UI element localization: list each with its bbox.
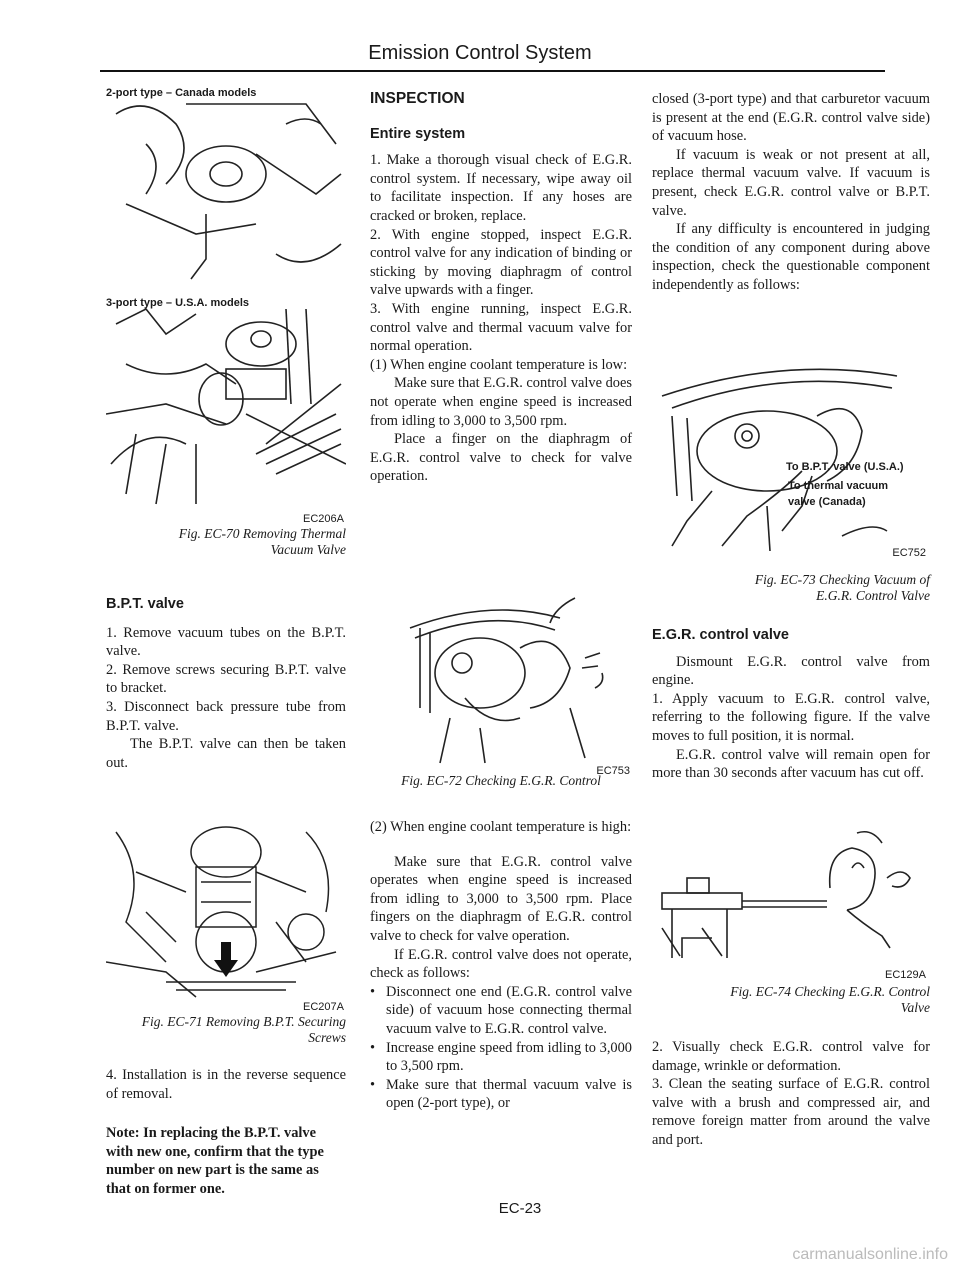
figure-code-ec207a: EC207A — [303, 1001, 344, 1013]
check-bullet-1-text: Disconnect one end (E.G.R. control valve side) of vacuum hose connecting thermal vacuum valve to E.G.R. control valve. — [386, 983, 632, 1037]
figure-code-ec206a: EC206A — [303, 513, 344, 525]
egr-valve-finger-illustration — [370, 588, 632, 766]
bpt-step-3: 3. Disconnect back pressure tube from B.P.T. valve. — [106, 698, 346, 734]
heading-bpt-valve: B.P.T. valve — [106, 596, 184, 612]
bpt-step-4: 4. Installation is in the reverse sequence of removal. — [106, 1067, 346, 1102]
inspection-step-2: 2. With engine stopped, inspect E.G.R. control valve for any indication of binding or sticking by moving diaphragm of control valve upwards with a finger. — [370, 226, 632, 299]
bpt-after-text: The B.P.T. valve can then be taken out. — [106, 736, 346, 771]
egr-remain-open-text: E.G.R. control valve will remain open for more than 30 seconds after vacuum has cut off. — [652, 746, 930, 782]
egr-later-steps — [652, 1038, 930, 1150]
figure-code-ec753: EC753 — [596, 765, 630, 777]
check-bullet-2-text: Increase engine speed from idling to 3,000 to 3,500 rpm. — [386, 1039, 632, 1075]
egr-dismount-text: Dismount E.G.R. control valve from engine. — [652, 653, 930, 689]
watermark[interactable]: carmanualsonline.info — [792, 1246, 948, 1263]
low-temp-text-2: Place a finger on the diaphragm of E.G.R. control valve to check for valve operation. — [370, 431, 632, 485]
page-header: Emission Control System — [368, 42, 592, 64]
inspection-step-3: 3. With engine running, inspect E.G.R. control valve and thermal vacuum valve for normal operation. — [370, 300, 632, 355]
caption-ec73-line2: E.G.R. Control Valve — [816, 588, 930, 603]
continued-text-1: closed (3-port type) and that carburetor vacuum is present at the end (E.G.R. control valve side) of vacuum hose. — [652, 91, 930, 145]
section-bpt-valve — [106, 595, 346, 772]
caption-ec73-line1: Fig. EC-73 Checking Vacuum of — [754, 572, 930, 587]
bpt-step-2: 2. Remove screws securing B.P.T. valve to bracket. — [106, 661, 346, 697]
page-number: EC-23 — [498, 1200, 542, 1217]
figure-ec73 — [652, 356, 930, 559]
caption-ec70-line1: Fig. EC-70 Removing Thermal — [178, 526, 346, 541]
figure-ec70 — [106, 84, 346, 525]
high-temp-text-1: Make sure that E.G.R. control valve operates when engine speed is increased from idling to 3,000 to 3,500 rpm. Place fingers on the diaphragm of E.G.R. control valve to check for valve operation. — [370, 853, 632, 944]
high-temp-text-2: If E.G.R. control valve does not operate, check as follows: — [370, 946, 632, 982]
label-2port-canada: 2-port type – Canada models — [106, 87, 257, 99]
caption-ec71-line2: Screws — [308, 1030, 346, 1045]
heading-inspection: INSPECTION — [370, 90, 465, 107]
continued-text — [652, 90, 930, 295]
caption-ec71 — [106, 1014, 346, 1046]
carburetor-illustration-bpt — [106, 812, 346, 1002]
label-3port-usa: 3-port type – U.S.A. models — [106, 297, 250, 309]
high-temp-heading: (2) When engine coolant temperature is high: — [370, 819, 632, 835]
continued-text-3: If any difficulty is encountered in judging the condition of any component during above inspection, check the questionable component independently as follows: — [652, 221, 930, 293]
section-egr-control-valve — [652, 626, 930, 783]
section-high-temp — [370, 818, 632, 1113]
heading-entire-system: Entire system — [370, 125, 466, 142]
continued-text-2: If vacuum is weak or not present at all, replace thermal vacuum valve. If vacuum is present, check E.G.R. control valve or B.P.T. valve. — [652, 146, 930, 219]
check-bullet-3-text: Make sure that thermal vacuum valve is open (2-port type), or — [386, 1076, 632, 1112]
check-bullet-1: • Disconnect one end (E.G.R. control valve side) of vacuum hose connecting thermal vacuum valve to E.G.R. control valve. — [370, 983, 632, 1037]
caption-ec74-line2: Valve — [900, 1000, 930, 1015]
caption-ec72-line: Fig. EC-72 Checking E.G.R. Control — [401, 773, 601, 788]
low-temp-text-1: Make sure that E.G.R. control valve does not operate when engine speed is increased from idling to 3,000 to 3,500 rpm. — [370, 375, 632, 429]
vacuum-apply-illustration — [652, 828, 930, 968]
heading-egr-control-valve: E.G.R. control valve — [652, 627, 789, 643]
caption-ec73 — [652, 572, 930, 604]
figure-ec74 — [652, 828, 930, 981]
egr-step-1: 1. Apply vacuum to E.G.R. control valve, referring to the following figure. If the valve moves to full position, it is normal. — [652, 690, 930, 744]
inspection-step-3-1: (1) When engine coolant temperature is low: — [370, 356, 628, 373]
note-text: Note: In replacing the B.P.T. valve with new one, confirm that the type number on new part is the same as that on former one. — [106, 1125, 324, 1197]
check-bullet-2: • Increase engine speed from idling to 3,000 to 3,500 rpm. — [370, 1039, 632, 1075]
caption-ec74 — [652, 984, 930, 1016]
header-rule — [100, 70, 885, 72]
label-to-thermal-vacuum: To thermal vacuum — [788, 480, 889, 492]
inspection-step-1: 1. Make a thorough visual check of E.G.R. control system. If necessary, wipe away oil to facilitate inspection. If any hoses are cracked or broken, replace. — [370, 152, 632, 224]
figure-ec71 — [106, 812, 346, 1013]
caption-ec71-line1: Fig. EC-71 Removing B.P.T. Securing — [141, 1014, 346, 1029]
figure-ec72 — [370, 588, 632, 777]
caption-ec74-line1: Fig. EC-74 Checking E.G.R. Control — [730, 984, 930, 999]
check-bullet-3: • Make sure that thermal vacuum valve is open (2-port type), or — [370, 1076, 632, 1112]
egr-step-3: 3. Clean the seating surface of E.G.R. control valve with a brush and compressed air, and remove foreign matter from around the valve and port. — [652, 1076, 930, 1148]
label-valve-canada: valve (Canada) — [788, 496, 866, 508]
bpt-step-4-block — [106, 1066, 346, 1103]
bpt-step-1: 1. Remove vacuum tubes on the B.P.T. valve. — [106, 624, 346, 660]
figure-code-ec752: EC752 — [892, 547, 926, 559]
figure-code-ec129a: EC129A — [885, 969, 926, 981]
note-block — [106, 1124, 346, 1198]
caption-ec72 — [370, 773, 632, 789]
egr-vacuum-check-illustration — [652, 356, 930, 556]
caption-ec70-line2: Vacuum Valve — [270, 542, 346, 557]
caption-ec70 — [106, 526, 346, 558]
label-to-bpt-valve: To B.P.T. valve (U.S.A.) — [786, 461, 904, 473]
section-inspection — [370, 90, 632, 486]
egr-step-2: 2. Visually check E.G.R. control valve for damage, wrinkle or deformation. — [652, 1039, 930, 1074]
